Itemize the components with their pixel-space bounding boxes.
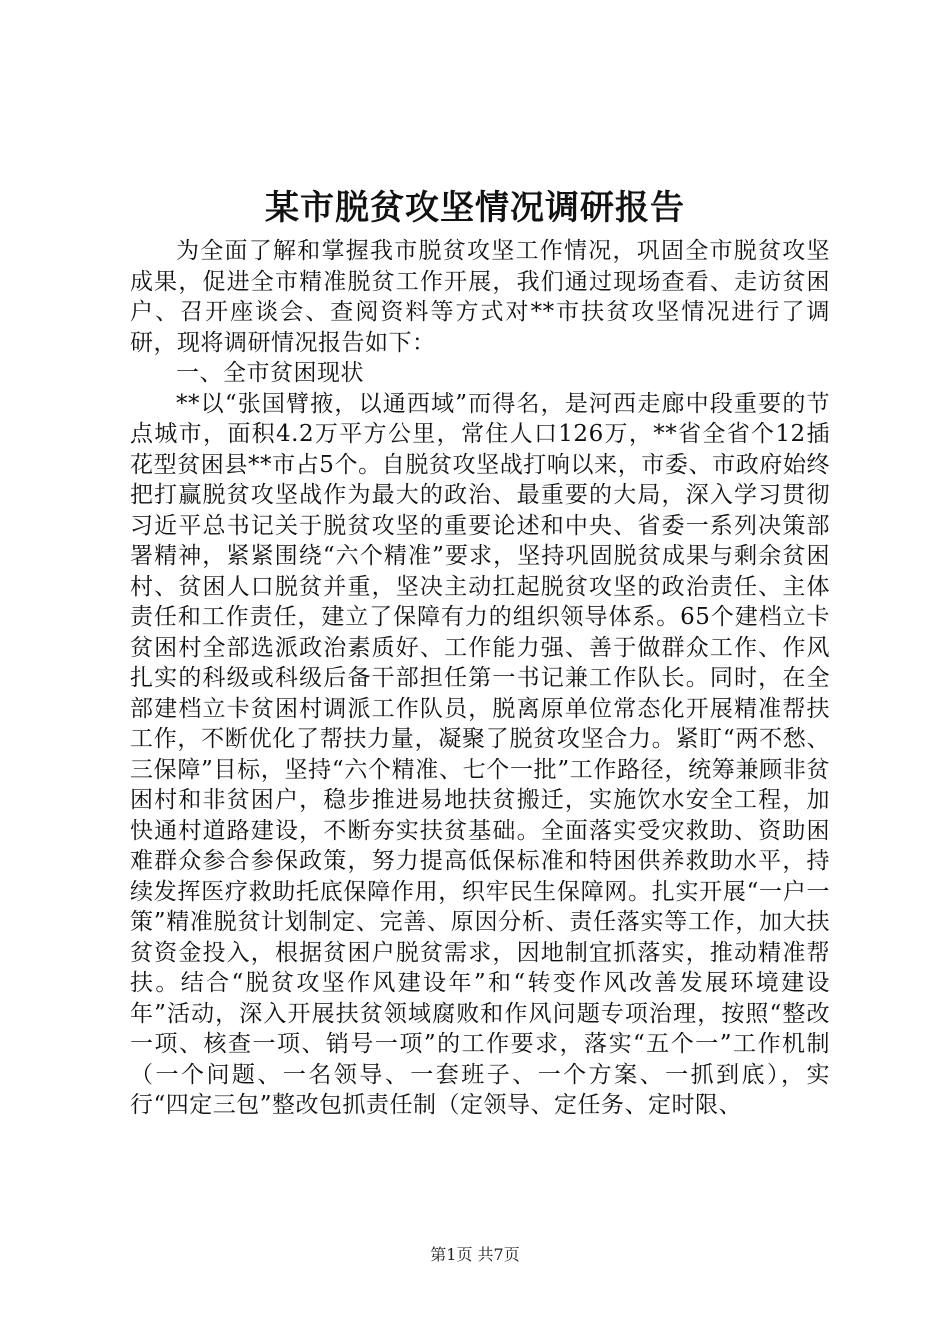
section-heading: 一、全市贫困现状 — [176, 360, 364, 386]
body-paragraph: **以“张国臂掖，以通西域”而得名，是河西走廊中段重要的节点城市，面积4.2万平方公里，常住人口126万，**省全省个12插花型贫困县**市占5个。自脱贫攻坚战打响以来，市委、市政府始终把打赢脱贫攻坚战作为最大的政治、最重要的大局，深入学习贯彻习近平总书记关于脱贫攻坚的重要论述和中央、省委一系列决策部署精神，紧紧围绕“六个精准”要求，坚持巩固脱贫成果与剩余贫困村、贫困人口脱贫并重，坚决主动扛起脱贫攻坚的政治责任、主体责任和工作责任，建立了保障有力的组织领导体系。65个建档立卡贫困村全部选派政治素质好、工作能力强、善于做群众工作、作风扎实的科级或科级后备干部担任第一书记兼工作队长。同时，在全部建档立卡贫困村调派工作队员，脱离原单位常态化开展精准帮扶工作，不断优化了帮扶力量，凝聚了脱贫攻坚合力。紧盯“两不愁、三保障”目标，坚持“六个精准、七个一批”工作路径，统筹兼顾非贫困村和非贫困户，稳步推进易地扶贫搬迁，实施饮水安全工程，加快通村道路建设，不断夯实扶贫基础。全面落实受灾救助、资助困难群众参合参保政策，努力提高低保标准和特困供养救助水平，持续发挥医疗救助托底保障作用，织牢民生保障网。扎实开展“一户一策”精准脱贫计划制定、完善、原因分析、责任落实等工作，加大扶贫资金投入，根据贫困户脱贫需求，因地制宜抓落实，推动精准帮扶。结合“脱贫攻坚作风建设年”和“转变作风改善发展环境建设年”活动，深入开展扶贫领域腐败和作风问题专项治理，按照“整改一项、核查一项、销号一项”的工作要求，落实“五个一”工作机制（一个问题、一名领导、一套班子、一个方案、一抓到底），实行“四定三包”整改包抓责任制（定领导、定任务、定时限、 — [130, 390, 830, 1118]
intro-paragraph: 为全面了解和掌握我市脱贫攻坚工作情况，巩固全市脱贫攻坚成果，促进全市精准脱贫工作开展，我们通过现场查看、走访贫困户、召开座谈会、查阅资料等方式对**市扶贫攻坚情况进行了调研，现将调研情况报告如下： — [130, 238, 830, 356]
document-title: 某市脱贫攻坚情况调研报告 — [265, 188, 685, 228]
document-body — [130, 236, 830, 1121]
page-footer: 第1页 共7页 — [430, 1245, 520, 1264]
